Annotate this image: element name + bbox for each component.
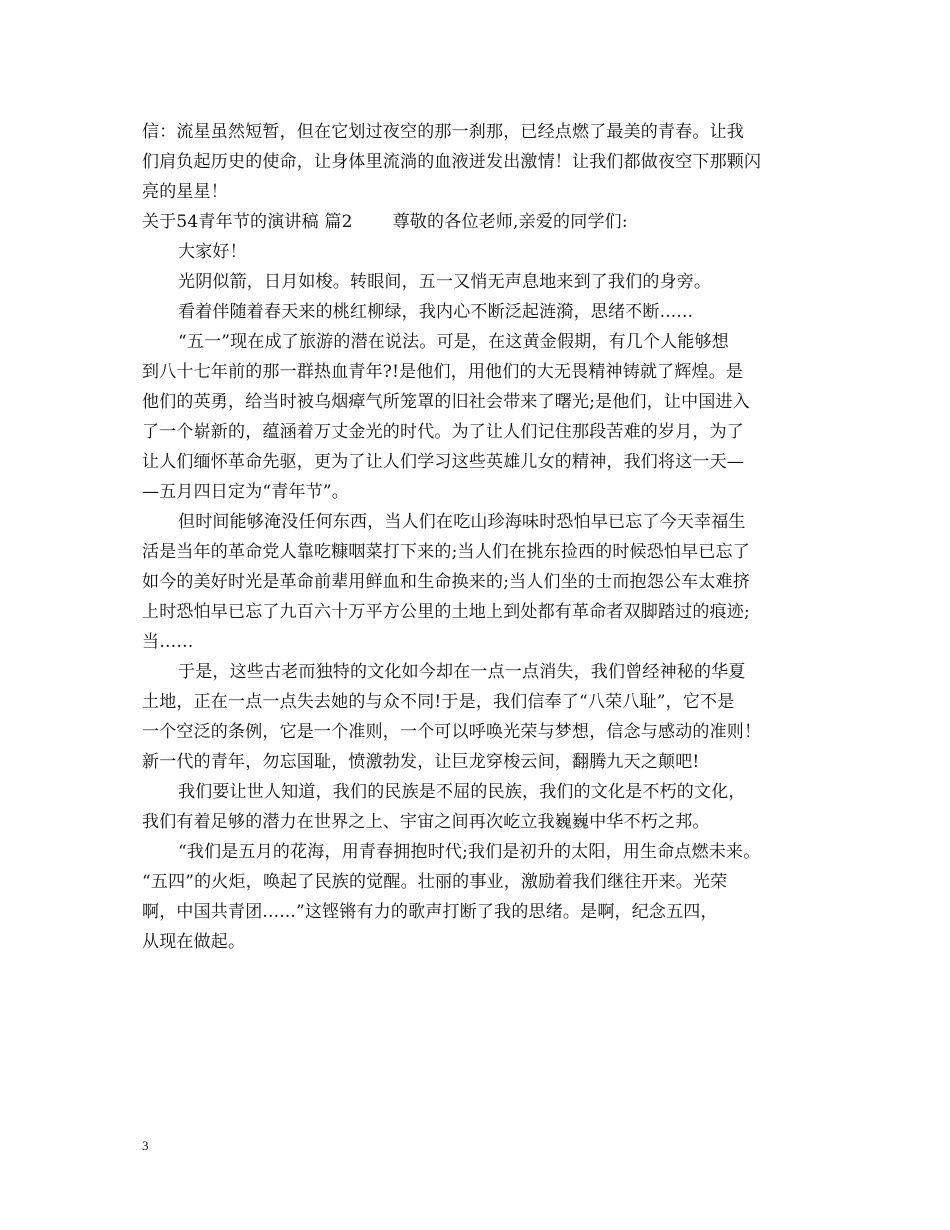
text-line: 他们的英勇，给当时被乌烟瘴气所笼罩的旧社会带来了曙光;是他们，让中国进入 [142, 392, 750, 412]
text-line: “我们是五月的花海，用青春拥抱时代;我们是初升的太阳，用生命点燃未来。 [178, 842, 761, 862]
text-line: 亮的星星！ [142, 182, 228, 202]
text-line: 我们要让世人知道，我们的民族是不屈的民族，我们的文化是不朽的文化， [178, 782, 746, 802]
text-line: “五一”现在成了旅游的潜在说法。可是，在这黄金假期，有几个人能够想 [178, 332, 729, 352]
text-line: 活是当年的革命党人靠吃糠咽菜打下来的;当人们在挑东捡西的时候恐怕早已忘了 [142, 542, 750, 562]
text-line: 信：流星虽然短暂，但在它划过夜空的那一刹那，已经点燃了最美的青春。让我 [142, 122, 744, 142]
text-line: 们肩负起历史的使命，让身体里流淌的血液迸发出激情！让我们都做夜空下那颗闪 [142, 152, 762, 172]
text-line: —五月四日定为“青年节”。 [142, 482, 349, 502]
body-text [142, 117, 822, 957]
text-line: “五四”的火炬，唤起了民族的觉醒。壮丽的事业，激励着我们继往开来。光荣 [142, 872, 728, 892]
text-line: 看着伴随着春天来的桃红柳绿，我内心不断泛起涟漪，思绪不断...... [178, 302, 694, 322]
text-line: 一个空泛的条例，它是一个准则，一个可以呼唤光荣与梦想，信念与感动的准则！ [142, 722, 762, 742]
text-line: 啊，中国共青团......”这铿锵有力的歌声打断了我的思绪。是啊，纪念五四， [142, 902, 718, 922]
text-line: 新一代的青年，勿忘国耻，愤激勃发，让巨龙穿梭云间，翻腾九天之颠吧! [142, 752, 700, 772]
text-line: 上时恐怕早已忘了九百六十万平方公里的土地上到处都有革命者双脚踏过的痕迹; [142, 602, 750, 622]
text-line: 从现在做起。 [142, 932, 246, 952]
text-line: 如今的美好时光是革命前辈用鲜血和生命换来的;当人们坐的士而抱怨公车太难挤 [142, 572, 750, 592]
text-line: 光阴似箭，日月如梭。转眼间，五一又悄无声息地来到了我们的身旁。 [178, 272, 712, 292]
page-number: 3 [142, 1138, 149, 1153]
text-line: 我们有着足够的潜力在世界之上、宇宙之间再次屹立我巍巍中华不朽之邦。 [142, 812, 710, 832]
text-line: 当…… [142, 632, 194, 652]
text-line: 大家好！ [178, 242, 247, 262]
text-line: 到八十七年前的那一群热血青年?!是他们，用他们的大无畏精神铸就了辉煌。是 [142, 362, 744, 382]
text-line: 了一个崭新的，蕴涵着万丈金光的时代。为了让人们记住那段苦难的岁月，为了 [142, 422, 744, 442]
text-line: 让人们缅怀革命先驱，更为了让人们学习这些英雄儿女的精神，我们将这一天— [142, 452, 744, 472]
text-line: 但时间能够淹没任何东西，当人们在吃山珍海味时恐怕早已忘了今天幸福生 [178, 512, 746, 532]
text-line: 土地，正在一点一点失去她的与众不同!于是，我们信奉了“八荣八耻”，它不是 [142, 692, 735, 712]
section-heading: 关于54青年节的演讲稿 篇2 尊敬的各位老师,亲爱的同学们: [142, 212, 628, 232]
text-line: 于是，这些古老而独特的文化如今却在一点一点消失，我们曾经神秘的华夏 [178, 662, 746, 682]
